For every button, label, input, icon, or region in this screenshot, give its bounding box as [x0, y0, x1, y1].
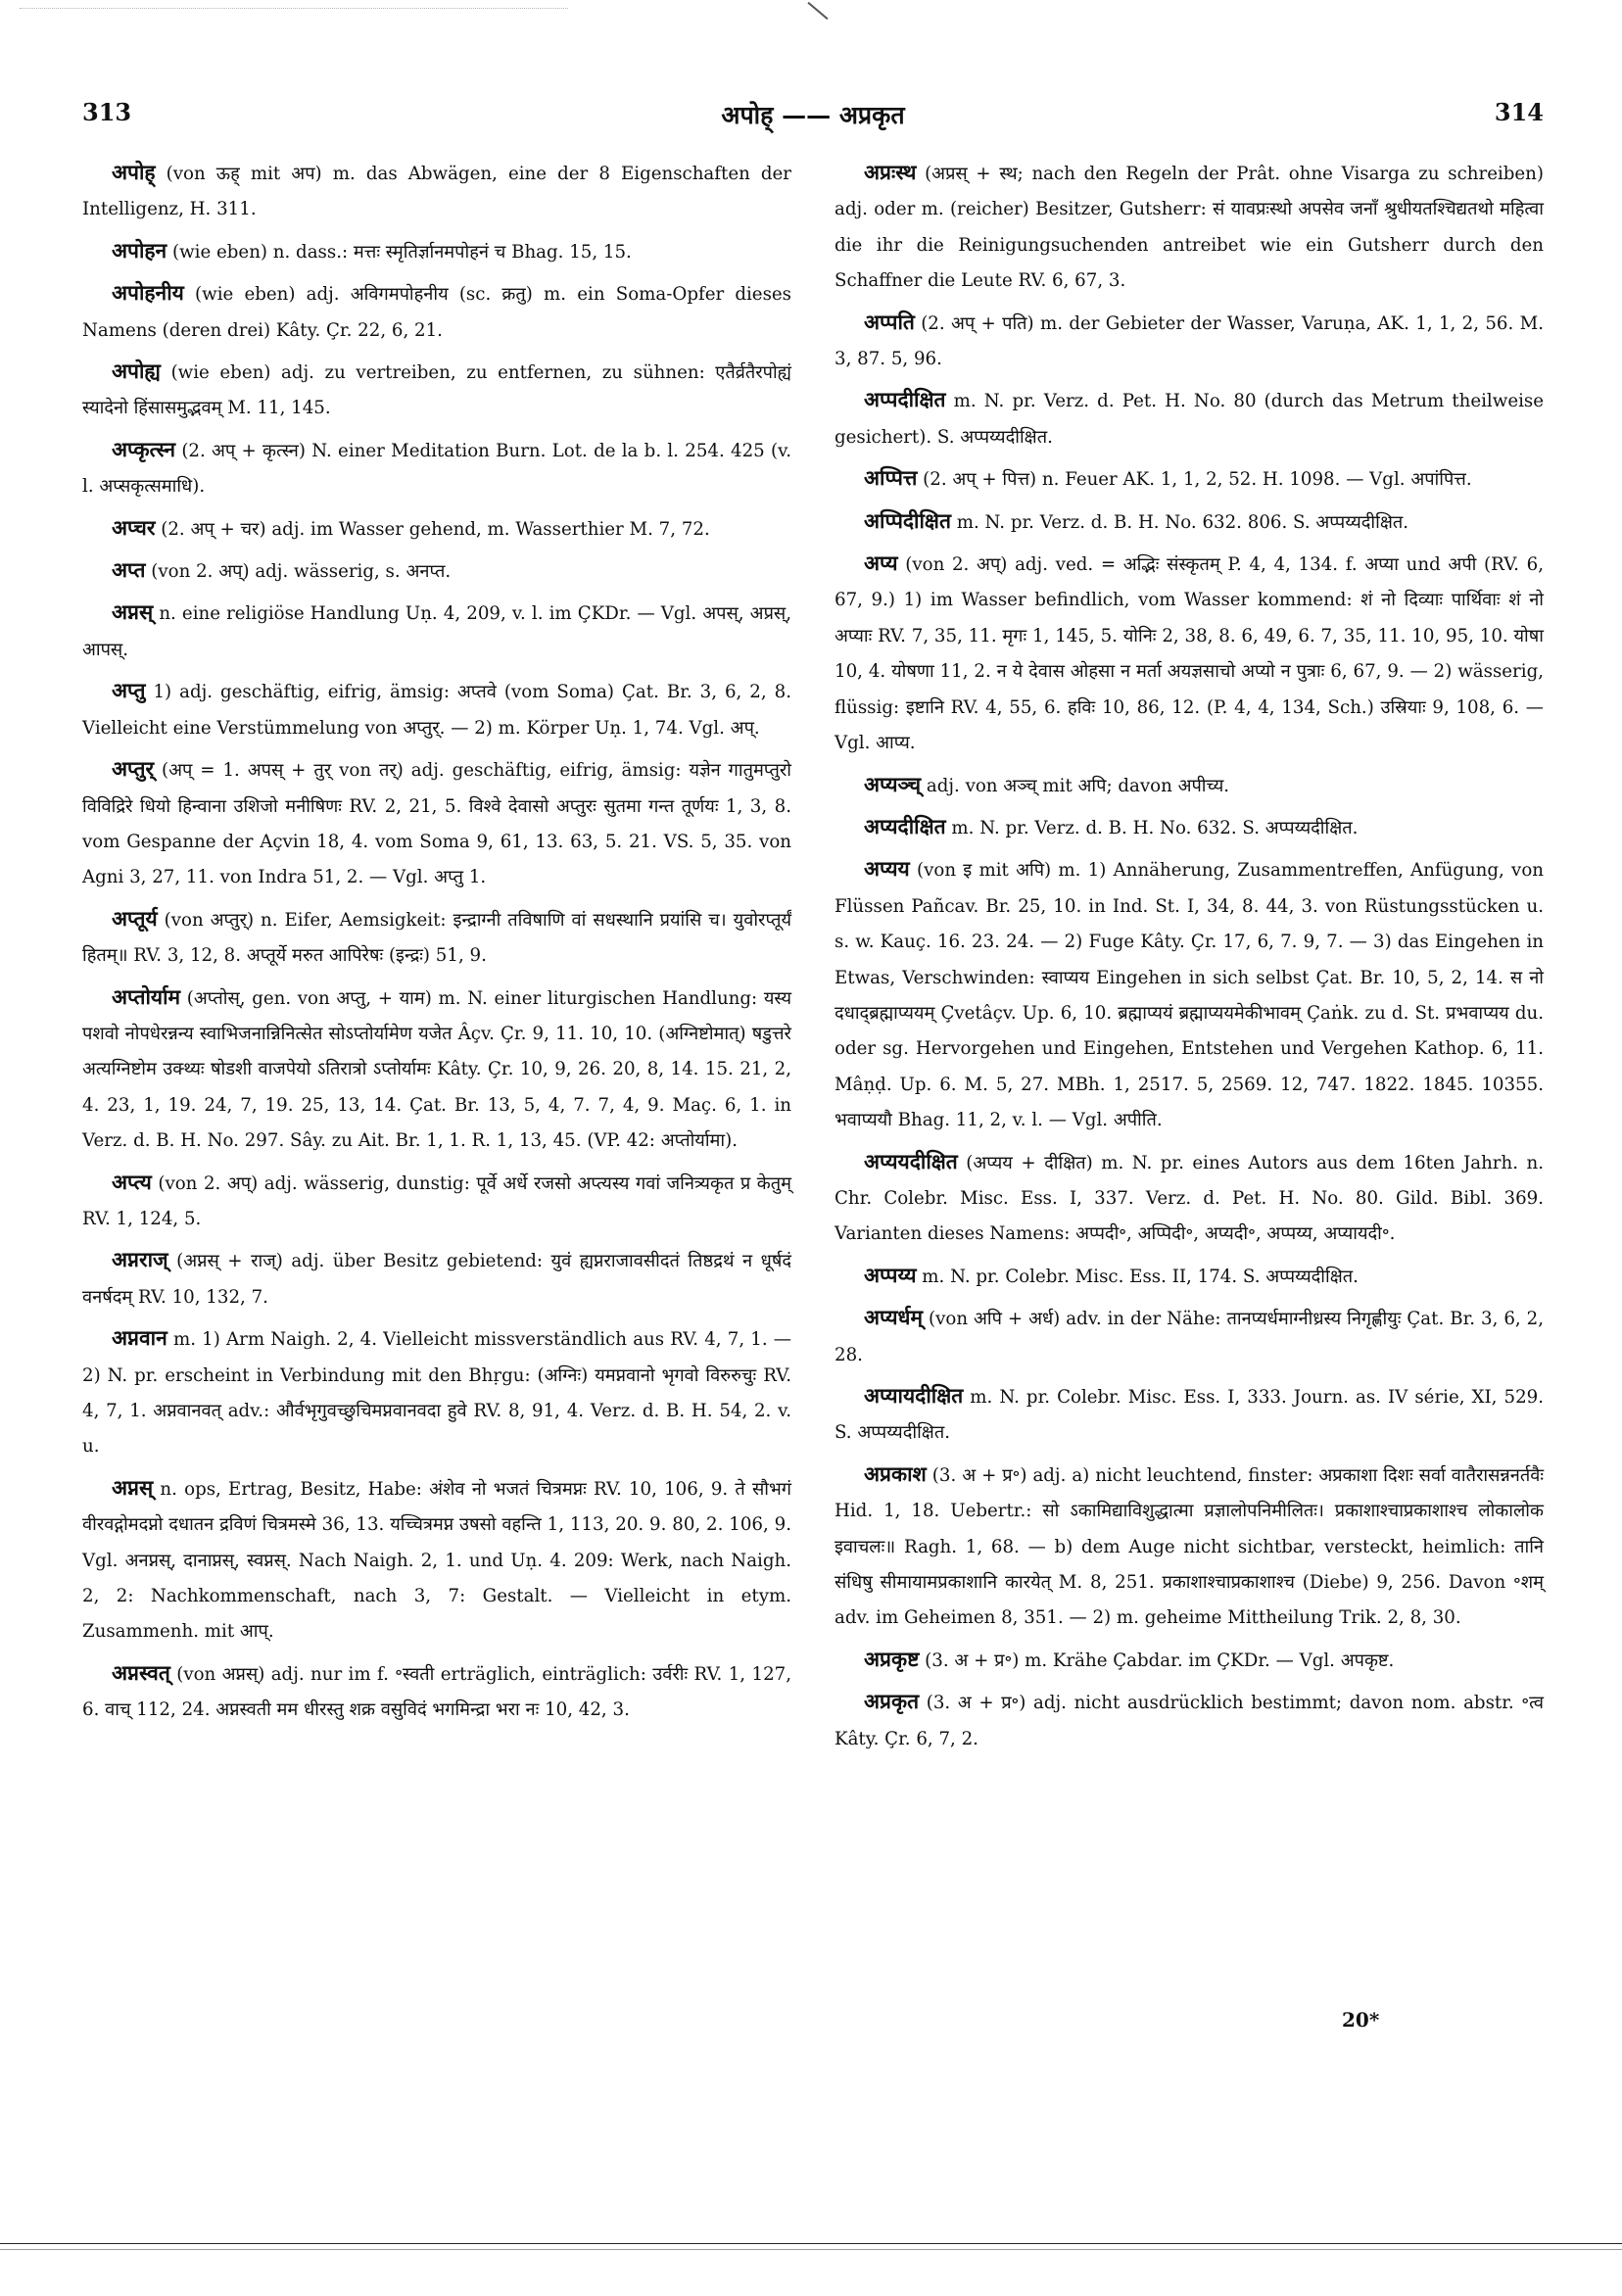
- entry-headword: अप्तु: [112, 678, 146, 703]
- entry-text: (wie eben) adj. zu vertreiben, zu entfernen, zu sühnen: एतैर्व्रतैरपोह्यं स्यादेनो हिंसासमुद्भवम् M. 11, 145.: [82, 362, 791, 419]
- entry-text: (अप्रस् + स्थ; nach den Regeln der Prât. ohne Visarga zu schreiben) adj. oder m. (reicher) Besitzer, Gutsherr: सं यावप्रःस्थो अपसेव जनाँ श्रुधीयतश्चिद्यतथो महित्वा die ihr die Reinigungsuchenden antreibet wie ein Gutsherr durch den Schaffner die Leute RV. 6, 67, 3.: [835, 164, 1544, 292]
- entry-headword: अप्कृत्स्न: [112, 436, 176, 461]
- dictionary-entry: [835, 1684, 1544, 1757]
- entry-headword: अप्तुर्: [112, 756, 155, 782]
- page-header: [82, 98, 1544, 137]
- dictionary-entry: [82, 1655, 791, 1729]
- entry-text: (von 2. अप्) adj. wässerig, s. अनप्त.: [145, 561, 452, 583]
- entry-text: (von अपि + अर्ध) adv. in der Nähe: तानप्यर्धमाग्नीध्रस्य निगृह्णीयुः Çat. Br. 3, 6, 2, 28.: [835, 1309, 1544, 1365]
- entry-headword: अप्नस्वत्: [112, 1659, 170, 1685]
- running-head: अपोह् —— अप्रकृत: [721, 101, 905, 129]
- entry-text: (von अप्नस्) adj. nur im f. ॰स्वती erträglich, einträglich: उर्वरीः RV. 1, 127, 6. वाच् 112, 24. अप्नस्वती मम धीरस्तु शक्र वसुविदं भगमिन्द्रा भरा नः 10, 42, 3.: [82, 1663, 791, 1721]
- entry-text: (von ऊह् mit अप) m. das Abwägen, eine der 8 Eigenschaften der Intelligenz, H. 311.: [82, 164, 791, 220]
- entry-headword: अप्यदीक्षित: [864, 813, 946, 838]
- entry-headword: अपोहन: [112, 237, 167, 263]
- dictionary-entry: [835, 1457, 1544, 1637]
- dictionary-entry: [835, 546, 1544, 761]
- left-column: [82, 155, 791, 1734]
- dictionary-entry: [82, 354, 791, 427]
- entry-headword: अप्पिदीक्षित: [864, 507, 951, 533]
- scan-artifact: [20, 8, 568, 15]
- entry-headword: अप्रकाश: [864, 1460, 927, 1486]
- entry-headword: अप्पदीक्षित: [864, 387, 946, 412]
- dictionary-entry: [835, 1144, 1544, 1253]
- entry-headword: अपोहनीय: [112, 280, 184, 306]
- dictionary-entry: [835, 1258, 1544, 1295]
- entry-text: (अप्तोस्, gen. von अप्तु, + याम) m. N. einer liturgischen Handlung: यस्य पशवो नोपधेरन्नन्य स्वाभिजनान्निनित्सेत सोऽप्तोर्यामेण यजेत Âçv. Çr. 9, 11. 10, 10. (अग्निष्टोमात्) षडुत्तरे अत्यग्निष्टोम उक्थ्यः षोडशी वाजपेयो ऽतिरात्रो ऽप्तोर्यामः Kâty. Çr. 10, 9, 26. 20, 8, 14. 15. 21, 2, 4. 23, 1, 19. 24, 7, 19. 25, 13, 14. Çat. Br. 13, 5, 4, 7. 7, 4, 9. Maç. 6, 1. in Verz. d. B. H. No. 297. Sây. zu Ait. Br. 1, 1. R. 1, 13, 45. (VP. 42: अप्तोर्यामा).: [82, 987, 791, 1152]
- dictionary-entry: [82, 673, 791, 746]
- entry-text: (wie eben) adj. अविगमपोहनीय (sc. क्रतु) m. ein Soma-Opfer dieses Namens (deren drei) Kâty. Çr. 22, 6, 21.: [82, 284, 791, 341]
- entry-headword: अप्य: [864, 550, 898, 576]
- dictionary-entry: [835, 809, 1544, 846]
- entry-headword: अपोह्: [112, 160, 156, 184]
- page-number-right: 314: [1494, 98, 1544, 126]
- entry-text: m. N. pr. Verz. d. B. H. No. 632. S. अप्पय्यदीक्षित.: [945, 817, 1359, 838]
- entry-headword: अप्यायदीक्षित: [864, 1383, 964, 1408]
- entry-headword: अप्रकृष्ट: [864, 1646, 920, 1671]
- entry-headword: अप्त: [112, 557, 146, 583]
- dictionary-entry: [82, 1320, 791, 1465]
- entry-text: adj. von अञ्च् mit अपि; davon अपीच्य.: [921, 775, 1230, 796]
- dictionary-entry: [82, 233, 791, 270]
- entry-headword: अप्यर्धम्: [864, 1305, 924, 1330]
- entry-headword: अपोह्य: [112, 359, 161, 384]
- entry-headword: अप्तोर्याम: [112, 983, 181, 1009]
- entry-text: m. 1) Arm Naigh. 2, 4. Vielleicht missverständlich aus RV. 4, 7, 1. — 2) N. pr. erscheint in Verbindung mit den Bhṛgu: (अग्निः) यमप्नवानो भृगवो विरुरुचुः RV. 4, 7, 1. अप्नवानवत् adv.: और्वभृगुवच्छुचिमप्नवानवदा हुवे RV. 8, 91, 4. Verz. d. B. H. 54, 2. v. u.: [82, 1329, 791, 1458]
- dictionary-entry: [82, 1165, 791, 1238]
- entry-headword: अप्नवान: [112, 1325, 167, 1351]
- dictionary-entry: [82, 595, 791, 668]
- dictionary-entry: [835, 1300, 1544, 1373]
- dictionary-entry: [835, 503, 1544, 541]
- dictionary-entry: [835, 382, 1544, 455]
- entry-text: (3. अ + प्र॰) m. Krähe Çabdar. im ÇKDr. — Vgl. अपकृष्ट.: [919, 1650, 1395, 1671]
- dictionary-entry: [82, 901, 791, 975]
- entry-text: (अप्यय + दीक्षित) m. N. pr. eines Autors aus dem 16ten Jahrh. n. Chr. Colebr. Misc. Ess. I, 337. Verz. d. Pet. H. No. 80. Gild. Bibl. 369. Varianten dieses Namens: अप्पदी॰, अप्पिदी॰, अप्यदी॰, अप्पय्य, अप्यायदी॰.: [835, 1152, 1544, 1245]
- page-number-left: 313: [82, 98, 132, 126]
- entry-text: (von 2. अप्) adj. ved. = अद्भिः संस्कृतम् P. 4, 4, 134. f. अप्या und अपी (RV. 6, 67, 9.) 1) im Wasser befindlich, vom Wasser kommend: शं नो दिव्याः पार्थिवाः शं नो अप्याः RV. 7, 35, 11. मृगः 1, 145, 5. योनिः 2, 38, 8. 6, 49, 6. 7, 35, 11. 10, 95, 10. योषा 10, 4. योषणा 11, 2. न ये देवास ओहसा न मर्ता अयज्ञसाचो अप्यो न पुत्राः 6, 67, 9. — 2) wässerig, flüssig: इष्टानि RV. 4, 55, 6. हविः 10, 86, 12. (P. 4, 4, 134, Sch.) उस्रियाः 9, 108, 6. — Vgl. आप्य.: [835, 554, 1544, 754]
- dictionary-entry: [82, 510, 791, 548]
- dictionary-entry: [835, 1378, 1544, 1452]
- signature-mark: 20*: [1342, 2008, 1380, 2032]
- entry-text: (von अप्तुर्) n. Eifer, Aemsigkeit: इन्द्राग्नी तविषाणि वां सधस्थानि प्रयांसि च। युवोरप्तूर्यं हितम्॥ RV. 3, 12, 8. अप्तूर्ये मरुत आपिरेषः (इन्द्रः) 51, 9.: [82, 909, 791, 967]
- entry-headword: अप्नस्: [112, 1474, 154, 1500]
- entry-headword: अप्त्य: [112, 1169, 152, 1194]
- entry-text: (2. अप् + पति) m. der Gebieter der Wasser, Varuṇa, AK. 1, 1, 2, 56. M. 3, 87. 5, 96.: [835, 312, 1544, 370]
- entry-text: (2. अप् + चर) adj. im Wasser gehend, m. Wasserthier M. 7, 72.: [155, 518, 710, 540]
- dictionary-entry: [835, 305, 1544, 378]
- entry-headword: अप्तूर्य: [112, 905, 158, 931]
- scan-artifact-mark: [807, 2, 828, 20]
- entry-text: (अप् = 1. अपस् + तुर् von तर्) adj. geschäftig, eifrig, ämsig: यज्ञेन गातुमप्तुरो विविद्रिरे धियो हिन्वाना उशिजो मनीषिणः RV. 2, 21, 5. विश्वे देवासो अप्तुरः सुतमा गन्त तूर्णयः 1, 3, 8. vom Gespanne der Açvin 18, 4. vom Soma 9, 61, 13. 63, 5. 21. VS. 5, 35. von Agni 3, 27, 11. von Indra 51, 2. — Vgl. अप्तु 1.: [82, 760, 791, 888]
- entry-headword: अप्यय: [864, 856, 910, 882]
- dictionary-entry: [835, 155, 1544, 300]
- dictionary-entry: [82, 751, 791, 896]
- entry-text: (अप्नस् + राज्) adj. über Besitz gebietend: युवं ह्यप्नराजावसीदतं तिष्ठद्रथं न धूर्षदं वनर्षदम् RV. 10, 132, 7.: [82, 1251, 791, 1308]
- entry-headword: अप्चर: [112, 514, 156, 540]
- entry-text: (3. अ + प्र॰) adj. a) nicht leuchtend, finster: अप्रकाशा दिशः सर्वा वातैरासन्ननर्तवैः Hid. 1, 18. Uebertr.: सो ऽकामिद्याविशुद्धात्मा प्रज्ञालोपनिमीलितः। प्रकाशाश्चाप्रकाशाश्च लोकालोक इवाचलः॥ Ragh. 1, 68. — b) dem Auge nicht sichtbar, versteckt, heimlich: तानि संधिषु सीमायामप्रकाशानि कारयेत् M. 8, 251. प्रकाशाश्चाप्रकाशाश्च (Diebe) 9, 256. Davon ॰शम् adv. im Geheimen 8, 351. — 2) m. geheime Mittheilung Trik. 2, 8, 30.: [835, 1464, 1544, 1629]
- dictionary-entry: [82, 432, 791, 505]
- dictionary-entry: [835, 851, 1544, 1138]
- entry-text: (2. अप् + कृत्स्न) N. einer Meditation Burn. Lot. de la b. l. 254. 425 (v. l. अप्सकृत्समाधि).: [82, 440, 791, 498]
- entry-headword: अप्पति: [864, 309, 915, 334]
- entry-text: m. N. pr. Verz. d. Pet. H. No. 80 (durch das Metrum theilweise gesichert). S. अप्पय्यदीक्षित.: [835, 391, 1544, 448]
- entry-text: (2. अप् + पित्त) n. Feuer AK. 1, 1, 2, 52. H. 1098. — Vgl. अपांपित्त.: [917, 469, 1472, 491]
- entry-text: (wie eben) n. dass.: मत्तः स्मृतिर्ज्ञानमपोहनं च Bhag. 15, 15.: [167, 241, 632, 263]
- entry-text: (von इ mit अपि) m. 1) Annäherung, Zusammentreffen, Anfügung, von Flüssen Pañcav. Br. 25, 10. in Ind. St. I, 34, 8. 44, 3. von Rüstungsstücken u. s. w. Kauç. 16. 23. 24. — 2) Fuge Kâty. Çr. 17, 6, 7. 9, 7. — 3) das Eingehen in Etwas, Verschwinden: स्वाप्यय Eingehen in sich selbst Çat. Br. 10, 5, 2, 14. स नो दधाद्ब्रह्माप्ययम् Çvetâçv. Up. 6, 10. ब्रह्माप्ययं ब्रह्माप्ययमेकीभावम् Çaṅk. zu d. St. प्रभवाप्यय du. oder sg. Hervorgehen und Eingehen, Entstehen und Vergehen Kathop. 6, 11. Mâṇḍ. Up. 6. M. 5, 27. MBh. 1, 2517. 5, 2569. 12, 747. 1822. 1845. 10355. भवाप्ययौ Bhag. 11, 2, v. l. — Vgl. अपीति.: [835, 860, 1544, 1131]
- dictionary-entry: [82, 1242, 791, 1315]
- entry-text: 1) adj. geschäftig, eifrig, ämsig: अप्तवे (vom Soma) Çat. Br. 3, 6, 2, 8. Vielleicht eine Verstümmelung von अप्तुर्. — 2) m. Körper Uṇ. 1, 74. Vgl. अप्.: [82, 682, 791, 739]
- entry-headword: अप्पित्त: [864, 465, 918, 491]
- entry-headword: अप्यञ्च्: [864, 771, 922, 796]
- bottom-rule: [0, 2243, 1622, 2244]
- entry-headword: अप्रःस्थ: [864, 160, 917, 184]
- entry-headword: अप्पय्य: [864, 1262, 917, 1287]
- dictionary-entry: [82, 155, 791, 228]
- dictionary-entry: [82, 980, 791, 1160]
- dictionary-entry: [835, 767, 1544, 804]
- entry-text: m. N. pr. Colebr. Misc. Ess. II, 174. S. अप्पय्यदीक्षित.: [916, 1266, 1359, 1287]
- dictionary-entry: [82, 1470, 791, 1650]
- entry-text: m. N. pr. Colebr. Misc. Ess. I, 333. Journ. as. IV série, XI, 529. S. अप्पय्यदीक्षित.: [835, 1387, 1544, 1444]
- entry-text: (von 2. अप्) adj. wässerig, dunstig: पूर्वे अर्धे रजसो अप्त्यस्य गवां जनित्र्यकृत प्र केतुम् RV. 1, 124, 5.: [82, 1172, 791, 1229]
- entry-headword: अप्रकृत: [864, 1689, 920, 1714]
- entry-text: n. ops, Ertrag, Besitz, Habe: अंशेव नो भजतं चित्रमप्नः RV. 10, 106, 9. ते सौभगं वीरवद्गोमदप्नो दधातन द्रविणं चित्रमस्मे 36, 13. यच्चित्रमप्न उषसो वहन्ति 1, 113, 20. 9. 80, 2. 106, 9. Vgl. अनप्नस्, दानाप्नस्, स्वप्नस्. Nach Naigh. 2, 1. und Uṇ. 4. 209: Werk, nach Naigh. 2, 2: Nachkommenschaft, nach 3, 7: Gestalt. — Vielleicht in etym. Zusammenh. mit आप्.: [82, 1478, 791, 1643]
- entry-headword: अप्नराज्: [112, 1247, 168, 1272]
- entry-text: (3. अ + प्र॰) adj. nicht ausdrücklich bestimmt; davon nom. abstr. ॰त्व Kâty. Çr. 6, 7, 2.: [835, 1693, 1544, 1749]
- dictionary-entry: [82, 275, 791, 349]
- entry-headword: अप्ययदीक्षित: [864, 1148, 958, 1173]
- dictionary-entry: [82, 552, 791, 590]
- dictionary-entry: [835, 1642, 1544, 1679]
- entry-text: n. eine religiöse Handlung Uṇ. 4, 209, v. l. im ÇKDr. — Vgl. अपस्, अप्रस्, आपस्.: [82, 603, 791, 660]
- entry-headword: अप्नस्: [112, 599, 154, 625]
- entry-text: m. N. pr. Verz. d. B. H. No. 632. 806. S. अप्पय्यदीक्षित.: [950, 511, 1409, 533]
- dictionary-entry: [835, 460, 1544, 498]
- bottom-rule-thin: [0, 2249, 1622, 2250]
- right-column: [835, 155, 1544, 1762]
